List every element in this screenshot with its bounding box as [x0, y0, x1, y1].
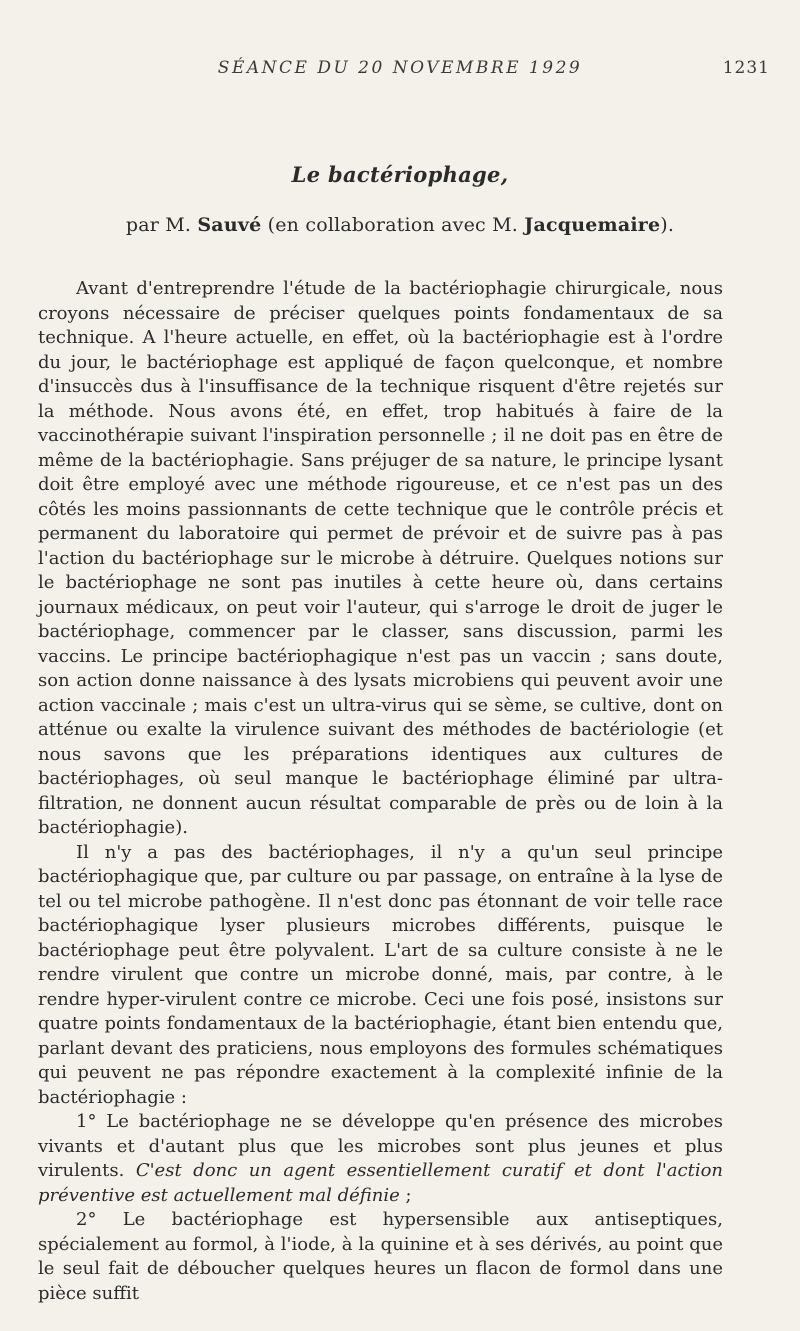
- byline-prefix: par M.: [125, 214, 198, 236]
- byline: [0, 214, 800, 236]
- article-title: Le bactériophage,: [291, 162, 509, 187]
- point-end: ;: [399, 1184, 412, 1206]
- point-text: 1° Le bactériophage ne se développe qu'en présence des microbes vivants et d'autant plus que les microbes sont plus jeunes et plus virulents.: [38, 1111, 723, 1181]
- running-title: SÉANCE DU 20 NOVEMBRE 1929: [217, 58, 583, 78]
- point-emphasis: C'est donc un agent essentiellement curatif et dont l'action préventive est actuellement mal définie: [38, 1160, 724, 1206]
- point-text: 2° Le bactériophage est hypersensible aux antiseptiques, spécialement au formol, à l'iode, à la quinine et à ses dérivés, au point que le seul fait de déboucher quelques heures un flacon de formol dans une pièce suffit: [38, 1209, 723, 1304]
- byline-suffix: ).: [660, 214, 675, 236]
- article-body: [38, 277, 723, 1306]
- byline-middle: (en collaboration avec M.: [261, 214, 525, 236]
- paragraph: Il n'y a pas des bactériophages, il n'y a qu'un seul principe bactériophagique que, par culture ou par passage, on entraîne à la lyse de tel ou tel microbe pathogène. Il n'est donc pas étonnant de voir telle race bactériophagique lyser plusieurs microbes différents, puisque le bactériophage peut être polyvalent. L'art de sa culture consiste à ne le rendre virulent que contre un microbe donné, mais, par contre, à le rendre hyper-virulent contre ce microbe. Ceci une fois posé, insistons sur quatre points fondamentaux de la bactériophagie, étant bien entendu que, parlant devant des praticiens, nous employons des formules schématiques qui peuvent ne pas répondre exactement à la complexité infinie de la bactériophagie :: [38, 841, 723, 1108]
- numbered-point: [38, 1208, 723, 1306]
- numbered-point: [38, 1110, 723, 1208]
- running-head: [0, 58, 800, 84]
- author-name: Sauvé: [197, 214, 262, 236]
- coauthor-name: Jacquemaire: [524, 214, 661, 236]
- paragraph: Avant d'entreprendre l'étude de la bactériophagie chirurgicale, nous croyons nécessaire de préciser quelques points fondamentaux de sa technique. A l'heure actuelle, en effet, où la bactériophagie est à l'ordre du jour, le bactériophage est appliqué de façon quelconque, et nombre d'insuccès dus à l'insuffisance de la technique risquent d'être rejetés sur la méthode. Nous avons été, en effet, trop habitués à faire de la vaccinothérapie suivant l'inspiration personnelle ; il ne doit pas en être de même de la bactériophagie. Sans préjuger de sa nature, le principe lysant doit être employé avec une méthode rigoureuse, et ce n'est pas un des côtés les moins passionnants de cette technique que le contrôle précis et permanent du laboratoire qui permet de prévoir et de suivre pas à pas l'action du bactériophage sur le microbe à détruire. Quelques notions sur le bactériophage ne sont pas inutiles à cette heure où, dans certains journaux médicaux, on peut voir l'auteur, qui s'arroge le droit de juger le bactériophage, commencer par le classer, sans discussion, parmi les vaccins. Le principe bactériophagique n'est pas un vaccin ; sans doute, son action donne naissance à des lysats microbiens qui peuvent avoir une action vaccinale ; mais c'est un ultra-virus qui se sème, se cultive, dont on atténue ou exalte la virulence suivant des méthodes de bactériologie (et nous savons que les préparations identiques aux cultures de bactériophages, où seul manque le bactériophage éliminé par ultra-filtration, ne donnent aucun résultat comparable de près ou de loin à la bactériophagie).: [38, 278, 723, 838]
- page-number: 1231: [722, 58, 770, 78]
